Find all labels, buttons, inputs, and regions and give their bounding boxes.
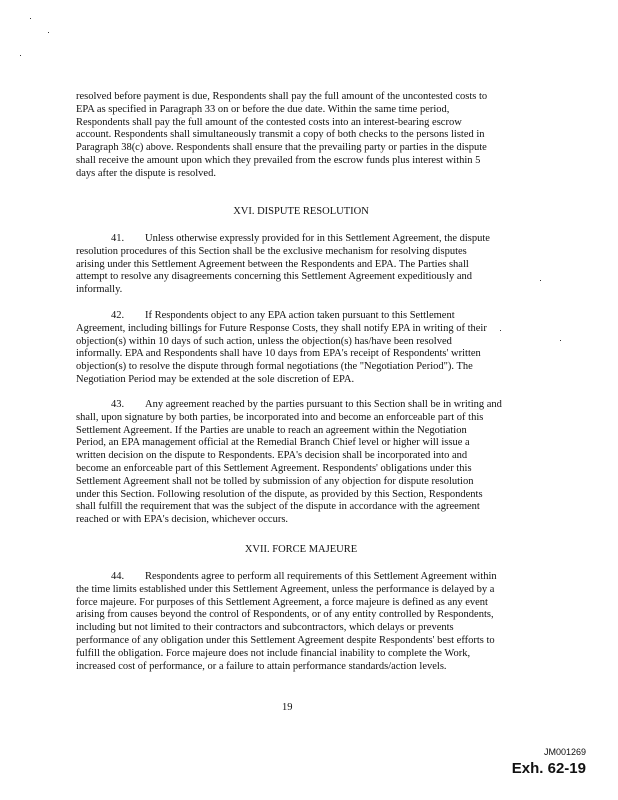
text-line — [76, 142, 546, 155]
text-line — [76, 271, 546, 284]
line-text: written decision on the dispute to Respondents. EPA's decision shall be incorporated into and — [76, 450, 468, 462]
text-line — [76, 450, 546, 463]
line-text: Paragraph 38(c) above. Respondents shall ensure that the prevailing party or parties in the dispute — [76, 142, 487, 154]
line-text: shall, upon signature by both parties, be incorporated into and become an enforceable part of this — [76, 411, 484, 423]
line-text: Period, an EPA management official at the Remedial Branch Chief level or higher will issue a — [76, 437, 470, 449]
bates-number: JM001269 — [543, 747, 586, 757]
line-text: Respondents shall pay the full amount of the contested costs into an interest-bearing escrow — [76, 116, 462, 128]
paragraph-41 — [76, 233, 546, 297]
section-heading-dispute-resolution: XVI. DISPUTE RESOLUTION — [233, 206, 369, 217]
text-line — [76, 648, 546, 661]
line-text: EPA as specified in Paragraph 33 on or before the due date. Within the same time period, — [76, 103, 450, 115]
text-line — [76, 609, 546, 622]
line-text: shall receive the amount upon which they prevailed from the escrow funds plus interest within 5 — [76, 154, 481, 166]
text-line — [76, 635, 546, 648]
line-text: Agreement, including billings for Future Response Costs, they shall notify EPA in writing of their — [76, 322, 487, 334]
line-text: Settlement Agreement shall not be tolled by submission of any objection for dispute resolution — [76, 475, 474, 487]
paragraph-number: 42. — [111, 310, 125, 321]
line-text: informally. EPA and Respondents shall have 10 days from EPA's receipt of Respondents' written — [76, 348, 481, 360]
text-line — [76, 463, 546, 476]
text-line — [76, 129, 546, 142]
paragraph-number: 41. — [111, 233, 125, 244]
text-line — [76, 501, 546, 514]
paragraph-number: 43. — [111, 399, 125, 410]
paragraph-44 — [76, 571, 546, 673]
scan-speck — [20, 55, 21, 56]
text-line — [76, 571, 546, 584]
text-line — [76, 622, 546, 635]
line-text: attempt to resolve any disagreements concerning this Settlement Agreement expeditiously and — [76, 271, 472, 283]
line-text: Negotiation Period may be extended at the sole discretion of EPA. — [76, 373, 355, 385]
text-line — [76, 91, 546, 104]
line-text: objection(s) within 10 days of such action, unless the objection(s) has/have been resolved — [76, 335, 452, 347]
text-line — [76, 399, 546, 412]
line-text: including but not limited to their contractors and subcontractors, which delays or prevents — [76, 622, 454, 634]
line-text: increased cost of performance, or a failure to attain performance standards/action levels. — [76, 660, 447, 672]
scan-speck — [560, 340, 561, 341]
text-line — [76, 374, 546, 387]
text-line — [76, 437, 546, 450]
text-line — [76, 514, 546, 527]
line-text: force majeure. For purposes of this Settlement Agreement, a force majeure is defined as any event — [76, 596, 488, 608]
line-text: fulfill the obligation. Force majeure does not include financial inability to complete the Work, — [76, 647, 471, 659]
line-text: shall fulfill the requirement that was the subject of the dispute in accordance with the agreement — [76, 501, 480, 513]
text-line — [76, 361, 546, 374]
text-line — [76, 117, 546, 130]
scan-speck — [48, 32, 49, 33]
paragraph-number: 44. — [111, 571, 125, 582]
line-text: Settlement Agreement. If the Parties are unable to reach an agreement within the Negotiation — [76, 424, 467, 436]
scan-speck — [30, 18, 31, 19]
line-text: reached or with EPA's decision, whichever occurs. — [76, 514, 289, 526]
text-line — [76, 310, 546, 323]
text-line — [76, 284, 546, 297]
line-text: If Respondents object to any EPA action taken pursuant to this Settlement — [145, 310, 455, 321]
text-line — [76, 584, 546, 597]
paragraph-continued — [76, 91, 546, 181]
text-line — [76, 104, 546, 117]
paragraph-43 — [76, 399, 546, 527]
line-text: informally. — [76, 284, 123, 296]
line-text: become an enforceable part of this Settlement Agreement. Respondents' obligations under this — [76, 462, 472, 474]
text-line — [76, 168, 546, 181]
text-line — [76, 412, 546, 425]
text-line — [76, 425, 546, 438]
line-text: arising under this Settlement Agreement between the Respondents and EPA. The Parties shall — [76, 258, 469, 270]
section-heading-force-majeure: XVII. FORCE MAJEURE — [244, 544, 358, 555]
line-text: objection(s) to resolve the dispute through formal negotiations (the "Negotiation Period"). The — [76, 361, 473, 373]
line-text: arising from causes beyond the control of Respondents, or of any entity controlled by Respondents, — [76, 609, 494, 621]
text-line — [76, 348, 546, 361]
text-line — [76, 476, 546, 489]
text-line — [76, 661, 546, 674]
line-text: Respondents agree to perform all requirements of this Settlement Agreement within — [145, 571, 497, 582]
exhibit-label: Exh. 62-19 — [511, 760, 586, 777]
page-number: 19 — [282, 702, 293, 713]
text-line — [76, 323, 546, 336]
line-text: account. Respondents shall simultaneously transmit a copy of both checks to the persons listed in — [76, 129, 485, 141]
line-text: Unless otherwise expressly provided for in this Settlement Agreement, the dispute — [145, 233, 490, 244]
scan-speck — [500, 330, 501, 331]
line-text: Any agreement reached by the parties pursuant to this Section shall be in writing and — [145, 399, 502, 410]
scan-speck — [540, 280, 541, 281]
text-line — [76, 246, 546, 259]
text-line — [76, 336, 546, 349]
text-line — [76, 489, 546, 502]
line-text: resolved before payment is due, Respondents shall pay the full amount of the uncontested costs to — [76, 91, 488, 102]
text-line — [76, 233, 546, 246]
line-text: under this Section. Following resolution of the dispute, as provided by this Section, Respondents — [76, 488, 483, 500]
line-text: the time limits established under this Settlement Agreement, unless the performance is delayed by a — [76, 583, 495, 595]
text-line — [76, 597, 546, 610]
text-line — [76, 259, 546, 272]
text-line — [76, 155, 546, 168]
line-text: days after the dispute is resolved. — [76, 167, 216, 179]
paragraph-42 — [76, 310, 546, 387]
line-text: resolution procedures of this Section shall be the exclusive mechanism for resolving disputes — [76, 245, 467, 257]
line-text: performance of any obligation under this Settlement Agreement despite Respondents' best efforts to — [76, 634, 495, 646]
